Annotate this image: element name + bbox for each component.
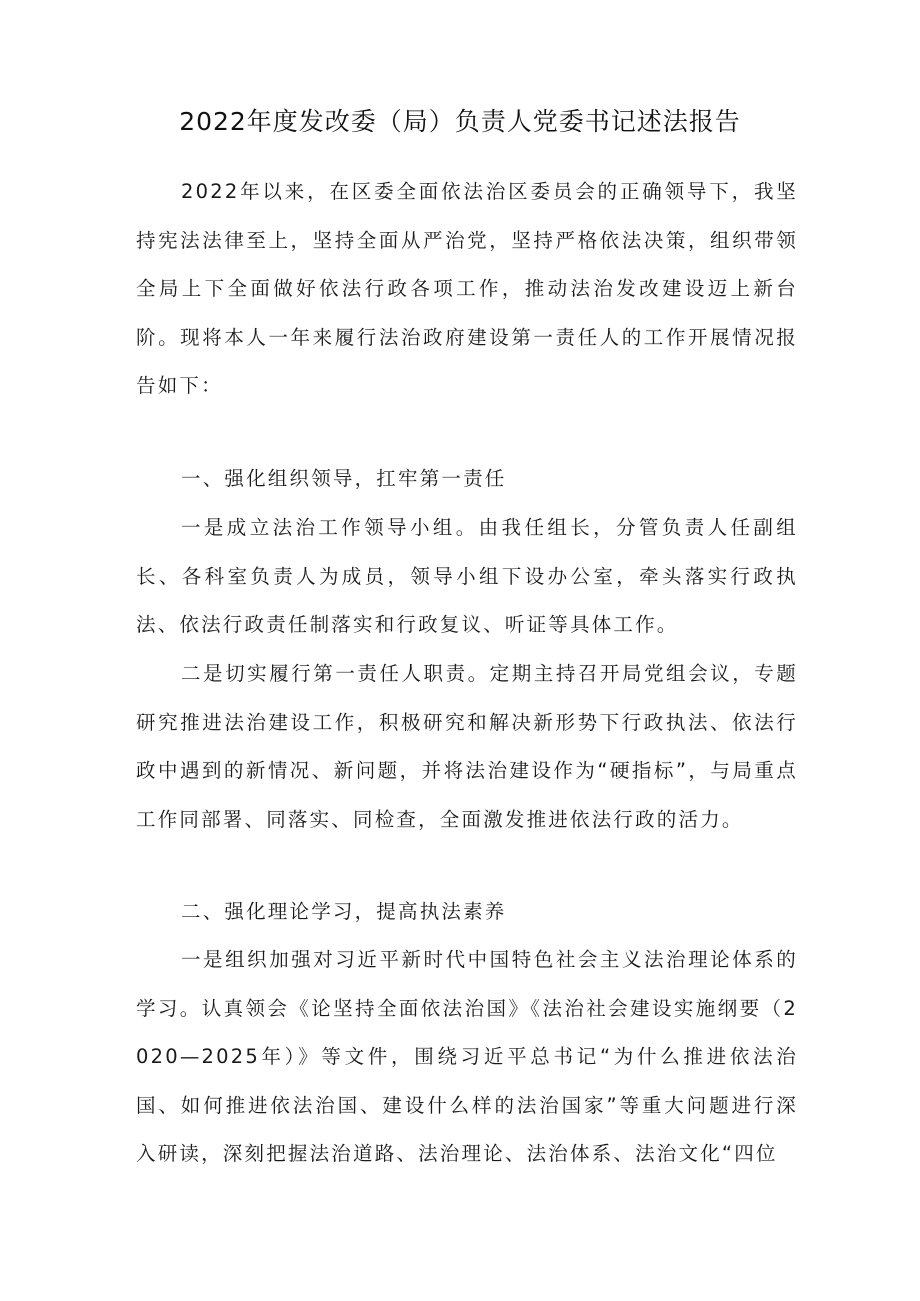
section-1-paragraph-2: 二是切实履行第一责任人职责。定期主持召开局党组会议，专题研究推进法治建设工作，积极研究和解决新形势下行政执法、依法行政中遇到的新情况、新问题，并将法治建设作为“硬指标”，与局重点工作同部署、同落实、同检查，全面激发推进依法行政的活力。: [136, 662, 798, 831]
section-2-paragraph-1: 一是组织加强对习近平新时代中国特色社会主义法治理论体系的学习。认真领会《论坚持全面依法治国》《法治社会建设实施纲要（2020—2025年）》等文件，围绕习近平总书记“为什么推进依法治国、如何推进依法治国、建设什么样的法治国家”等重大问题进行深入研读，深刻把握法治道路、法治理论、法治体系、法治文化“四位: [136, 948, 798, 1165]
section-heading-2: 二、强化理论学习，提高执法素养: [181, 900, 507, 923]
intro-paragraph: 2022年以来，在区委全面依法治区委员会的正确领导下，我坚持宪法法律至上，坚持全面从严治党，坚持严格依法决策，组织带领全局上下全面做好依法行政各项工作，推动法治发改建设迈上新台阶。现将本人一年来履行法治政府建设第一责任人的工作开展情况报告如下：: [136, 180, 798, 397]
section-1-paragraph-1: 一是成立法治工作领导小组。由我任组长，分管负责人任副组长、各科室负责人为成员，领导小组下设办公室，牵头落实行政执法、依法行政责任制落实和行政复议、听证等具体工作。: [136, 516, 798, 636]
document-title: 2022年度发改委（局）负责人党委书记述法报告: [179, 107, 741, 136]
section-heading-1: 一、强化组织领导，扛牢第一责任: [181, 467, 507, 490]
